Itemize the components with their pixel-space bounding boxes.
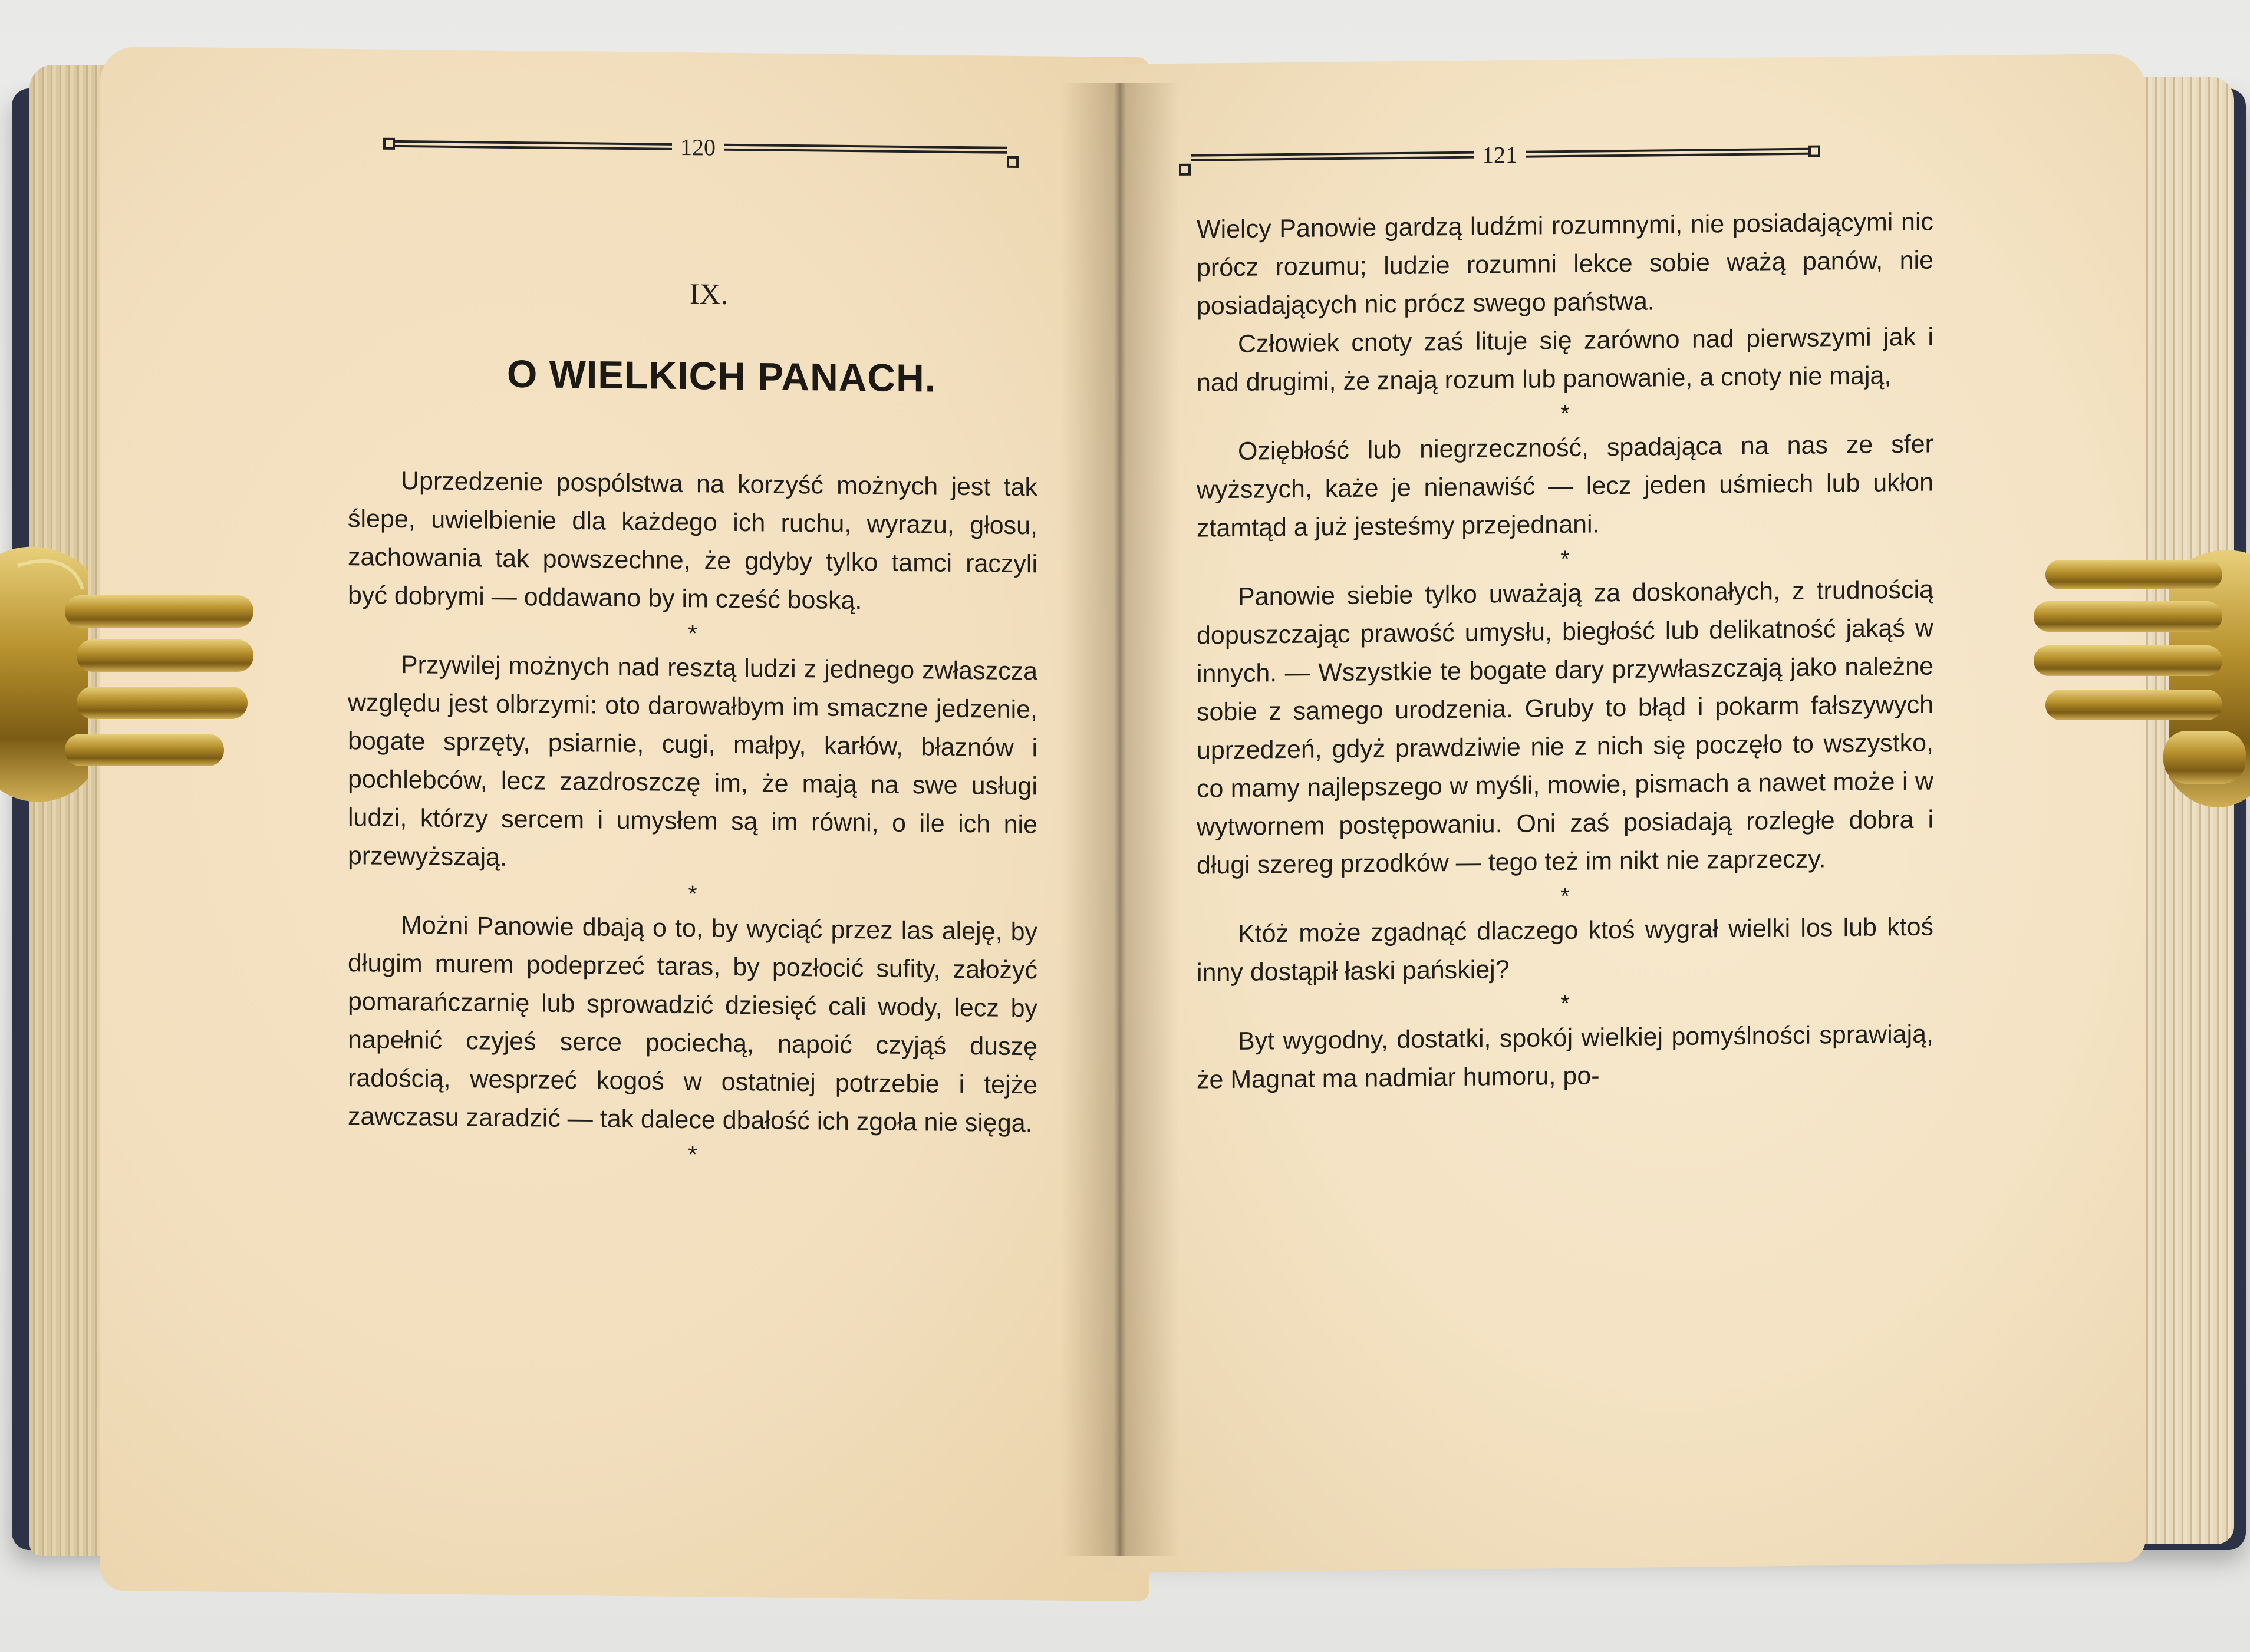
section-separator: * <box>1560 546 1570 573</box>
header-rule <box>1191 151 1474 161</box>
header-rule <box>395 140 672 150</box>
paragraph: Wielcy Panowie gardzą ludźmi rozumnymi, nie posiadającymi nic prócz rozumu; ludzie rozumni lekce sobie ważą panów, nie posiadających nic prócz swego państwa. <box>1197 207 1933 321</box>
header-ornament-box <box>1179 164 1191 176</box>
section-separator: * <box>688 621 697 647</box>
brass-hand-left-icon <box>0 530 271 825</box>
section-separator: * <box>1560 990 1570 1017</box>
left-page-body <box>348 461 1037 1173</box>
section-separator: * <box>1560 883 1570 910</box>
left-page-header <box>383 126 1019 168</box>
paragraph: Przywilej możnych nad resztą ludzi z jednego zwłaszcza względu jest olbrzymi: oto darowałbym im smaczne jedzenie, bogate sprzęty, psiarnie, cugi, małpy, karłów, błaznów i pochlebców, lecz zazdroszczę im, że mają na swe usługi ludzi, którzy sercem i umysłem są im równi, o ile ich nie przewyższają. <box>348 651 1037 872</box>
header-ornament-box <box>383 138 395 150</box>
paragraph: Uprzedzenie pospólstwa na korzyść możnych jest tak ślepe, uwielbienie dla każdego ich ruchu, wyrazu, głosu, zachowania tak powszechne, że gdyby tylko tamci raczyli być dobrymi — oddawano by im cześć boską. <box>348 467 1037 615</box>
section-separator: * <box>688 881 697 908</box>
paragraph: Oziębłość lub niegrzeczność, spadająca na nas ze sfer wyższych, każe je nienawiść — lecz jeden uśmiech lub ukłon ztamtąd a już jesteśmy przejednani. <box>1197 430 1933 543</box>
right-page-body <box>1197 203 1933 1100</box>
chapter-number: IX. <box>690 277 729 311</box>
paragraph: Człowiek cnoty zaś lituje się zarówno nad pierwszymi jak i nad drugimi, że znają rozum lub panowanie, a cnoty nie mają, <box>1197 322 1933 397</box>
header-ornament-box <box>1007 156 1019 168</box>
right-page-header <box>1179 134 1820 176</box>
header-rule <box>1526 148 1808 158</box>
page-number: 121 <box>1482 141 1517 169</box>
header-ornament-box <box>1808 146 1820 157</box>
paragraph: Byt wygodny, dostatki, spokój wielkiej pomyślności sprawiają, że Magnat ma nadmiar humoru, po- <box>1197 1020 1933 1094</box>
section-separator: * <box>688 1142 697 1168</box>
header-rule <box>724 144 1007 154</box>
right-page <box>1102 54 2146 1574</box>
paragraph: Któż może zgadnąć dlaczego ktoś wygrał wielki los lub ktoś inny dostąpił łaski pańskiej? <box>1197 912 1933 987</box>
brass-hand-right-icon <box>2034 542 2250 825</box>
section-separator: * <box>1560 400 1570 427</box>
paragraph: Panowie siebie tylko uważają za doskonałych, z trudnością dopuszczając prawość umysłu, biegłość lub delikatność jakąś w innych. — Wszystkie te bogate dary przywłaszczają jako należne sobie z samego urodzenia. Gruby to błąd i pokarm fałszywych uprzedzeń, gdyż prawdziwie nie z nich się poczęło to wszystko, co mamy najlepszego w myśli, mowie, pismach a nawet może i w wytwornem postępowaniu. Oni zaś posiadają rozległe dobra i długi szereg przodków — tego też im nikt nie zaprzeczy. <box>1197 575 1933 880</box>
chapter-title: O WIELKICH PANACH. <box>507 351 937 400</box>
page-number: 120 <box>680 133 716 161</box>
paragraph: Możni Panowie dbają o to, by wyciąć przez las aleję, by długim murem podeprzeć taras, by pozłocić sufity, założyć pomarańczarnię lub sprowadzić dziesięć cali wody, lecz by napełnić czyjeś serce pociechą, napoić czyjąś duszę radością, wesprzeć kogoś w ostatniej potrzebie i tejże zawczasu zaradzić — tak dalece dbałość ich zgoła nie sięga. <box>348 911 1037 1138</box>
book-gutter-shadow <box>1061 83 1179 1556</box>
